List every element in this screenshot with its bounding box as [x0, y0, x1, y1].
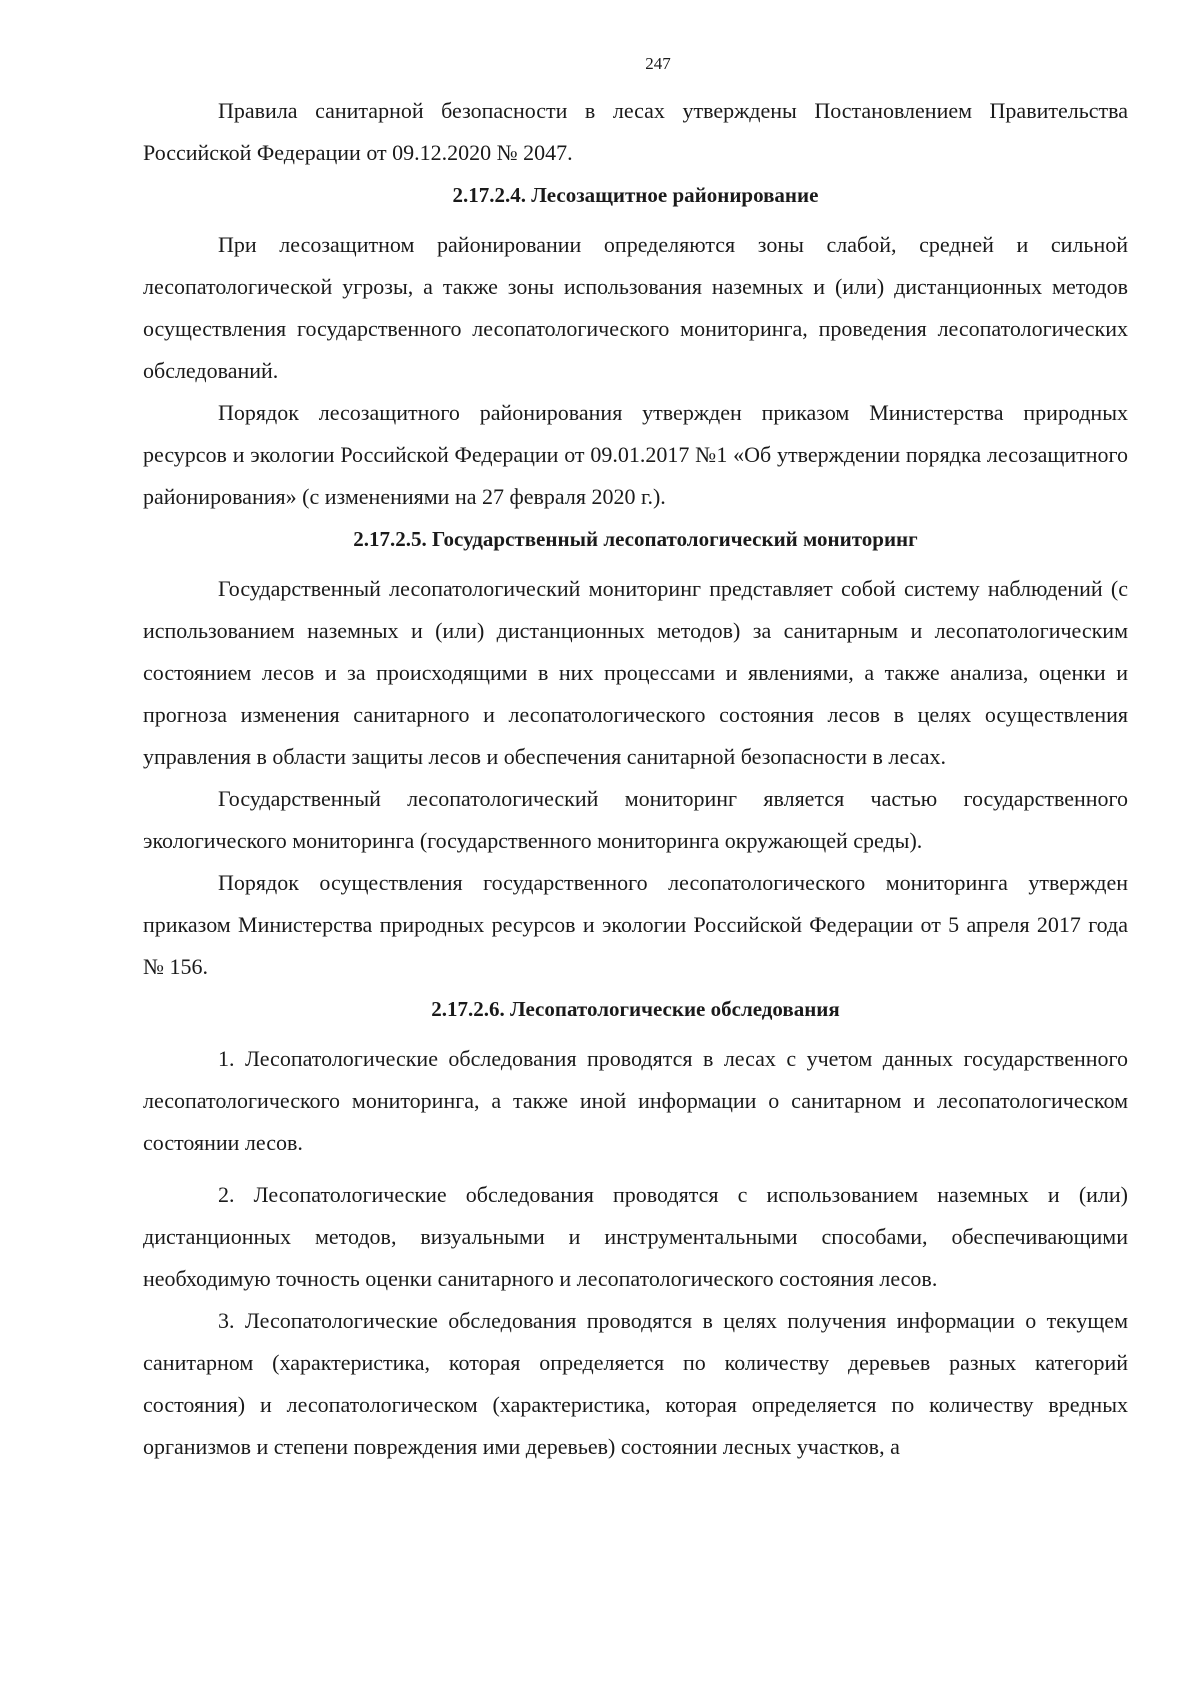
paragraph-monitoring-definition: Государственный лесопатологический мониторинг представляет собой систему наблюдений (с использованием наземных и (или) дистанционных методов) за санитарным и лесопатологическим состоянием лесов и за происходящими в них процессами и явлениями, а также анализа, оценки и прогноза изменения санитарного и лесопатологического состояния лесов в целях осуществления управления в области защиты лесов и обеспечения санитарной безопасности в лесах.	[143, 576, 1128, 769]
heading-forest-pathology-surveys: 2.17.2.6. Лесопатологические обследования	[431, 997, 840, 1021]
paragraph-survey-item-2: 2. Лесопатологические обследования проводятся с использованием наземных и (или) дистанционных методов, визуальными и инструментальными способами, обеспечивающими необходимую точность оценки санитарного и лесопатологического состояния лесов.	[143, 1182, 1128, 1291]
paragraph-monitoring-order: Порядок осуществления государственного лесопатологического мониторинга утвержден приказом Министерства природных ресурсов и экологии Российской Федерации от 5 апреля 2017 года № 156.	[143, 870, 1128, 979]
paragraph-monitoring-part-of-ecological: Государственный лесопатологический мониторинг является частью государственного экологического мониторинга (государственного мониторинга окружающей среды).	[143, 786, 1128, 853]
paragraph-survey-item-3: 3. Лесопатологические обследования проводятся в целях получения информации о текущем санитарном (характеристика, которая определяется по количеству деревьев разных категорий состояния) и лесопатологическом (характеристика, которая определяется по количеству вредных организмов и степени повреждения ими деревьев) состоянии лесных участков, а	[143, 1308, 1128, 1459]
paragraph-zoning-order: Порядок лесозащитного районирования утвержден приказом Министерства природных ресурсов и экологии Российской Федерации от 09.01.2017 №1 «Об утверждении порядка лесозащитного районирования» (с изменениями на 27 февраля 2020 г.).	[143, 400, 1128, 509]
heading-forest-protection-zoning: 2.17.2.4. Лесозащитное районирование	[452, 183, 819, 207]
heading-state-monitoring: 2.17.2.5. Государственный лесопатологический мониторинг	[353, 527, 918, 551]
document-page	[143, 54, 1128, 1468]
paragraph-sanitary-rules: Правила санитарной безопасности в лесах утверждены Постановлением Правительства Российской Федерации от 09.12.2020 № 2047.	[143, 98, 1128, 165]
paragraph-survey-item-1: 1. Лесопатологические обследования проводятся в лесах с учетом данных государственного лесопатологического мониторинга, а также иной информации о санитарном и лесопатологическом состоянии лесов.	[143, 1046, 1128, 1155]
page-number: 247	[645, 54, 671, 73]
paragraph-zoning-zones: При лесозащитном районировании определяются зоны слабой, средней и сильной лесопатологической угрозы, а также зоны использования наземных и (или) дистанционных методов осуществления государственного лесопатологического мониторинга, проведения лесопатологических обследований.	[143, 232, 1128, 383]
